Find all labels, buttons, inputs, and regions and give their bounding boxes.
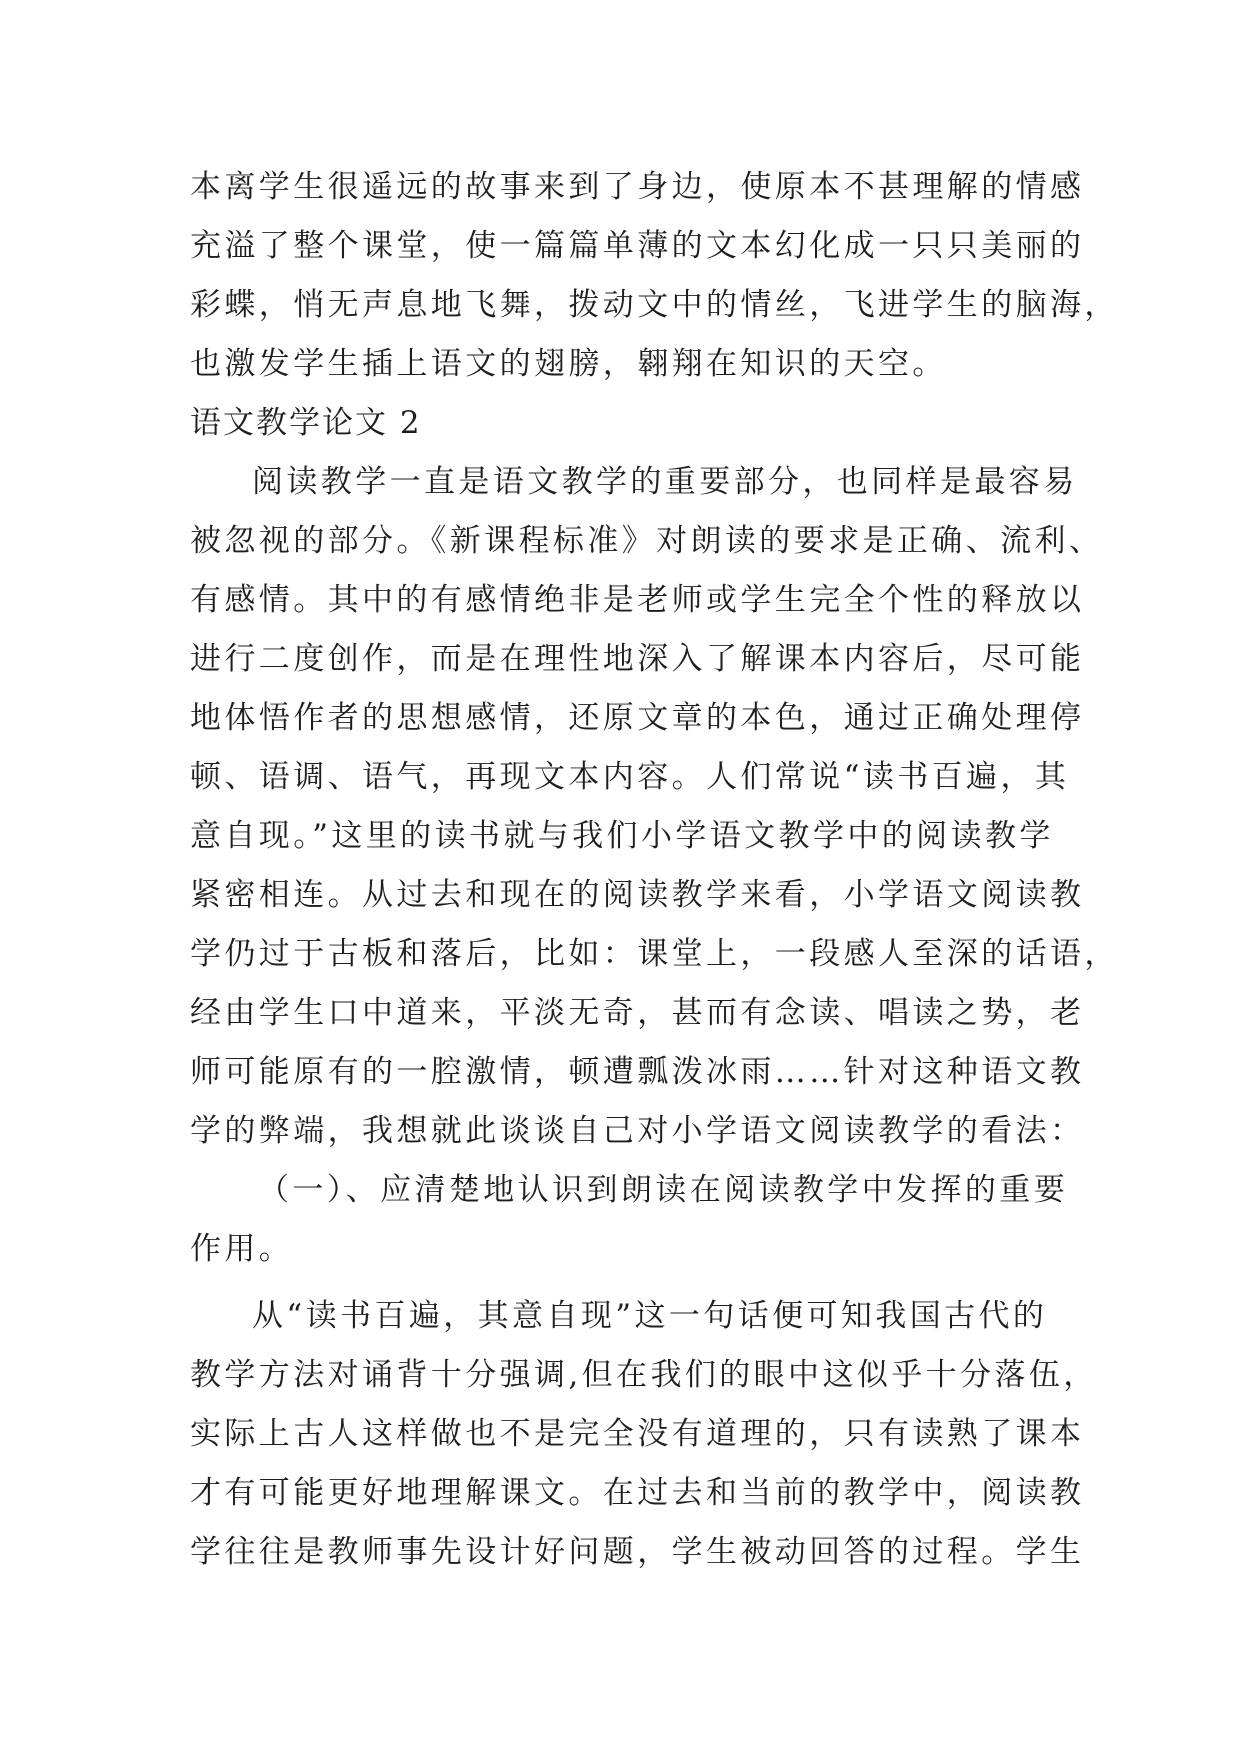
body-line: 彩蝶，悄无声息地飞舞，拨动文中的情丝，飞进学生的脑海， — [190, 287, 1119, 323]
section-heading: 语文教学论文 2 — [190, 405, 422, 441]
body-line: 教学方法对诵背十分强调,但在我们的眼中这似乎十分落伍， — [190, 1357, 1098, 1393]
body-line: 被忽视的部分。《新课程标准》对朗读的要求是正确、流利、 — [190, 523, 1104, 559]
document-body — [190, 158, 1119, 1582]
body-line: 学仍过于古板和落后，比如：课堂上，一段感人至深的话语， — [190, 936, 1119, 972]
body-line: 学的弊端，我想就此谈谈自己对小学语文阅读教学的看法： — [190, 1113, 1085, 1149]
body-line: 进行二度创作，而是在理性地深入了解课本内容后，尽可能 — [190, 641, 1085, 677]
subheading-line: 作用。 — [190, 1231, 294, 1267]
body-line: 紧密相连。从过去和现在的阅读教学来看，小学语文阅读教 — [190, 877, 1085, 913]
body-line: 师可能原有的一腔激情，顿遭瓢泼冰雨……针对这种语文教 — [190, 1054, 1085, 1090]
body-line: 有感情。其中的有感情绝非是老师或学生完全个性的释放以 — [190, 582, 1085, 618]
body-line: 学往往是教师事先设计好问题，学生被动回答的过程。学生 — [190, 1534, 1085, 1570]
body-line: 意自现。”这里的读书就与我们小学语文教学中的阅读教学 — [190, 818, 1054, 854]
body-line: 地体悟作者的思想感情，还原文章的本色，通过正确处理停 — [190, 700, 1085, 736]
body-line: 本离学生很遥远的故事来到了身边，使原本不甚理解的情感 — [190, 169, 1085, 205]
body-line: 也激发学生插上语文的翅膀，翱翔在知识的天空。 — [190, 346, 947, 382]
body-line: 阅读教学一直是语文教学的重要部分，也同样是最容易 — [252, 464, 1078, 500]
body-line: 充溢了整个课堂，使一篇篇单薄的文本幻化成一只只美丽的 — [190, 228, 1085, 264]
body-line: 实际上古人这样做也不是完全没有道理的，只有读熟了课本 — [190, 1416, 1085, 1452]
body-line: 经由学生口中道来，平淡无奇，甚而有念读、唱读之势，老 — [190, 995, 1085, 1031]
body-line: 从“读书百遍，其意自现”这一句话便可知我国古代的 — [252, 1298, 1048, 1334]
body-line: 才有可能更好地理解课文。在过去和当前的教学中，阅读教 — [190, 1475, 1085, 1511]
subheading-line: （一）、应清楚地认识到朗读在阅读教学中发挥的重要 — [258, 1172, 1069, 1208]
body-line: 顿、语调、语气，再现文本内容。人们常说“读书百遍，其 — [190, 759, 1070, 795]
